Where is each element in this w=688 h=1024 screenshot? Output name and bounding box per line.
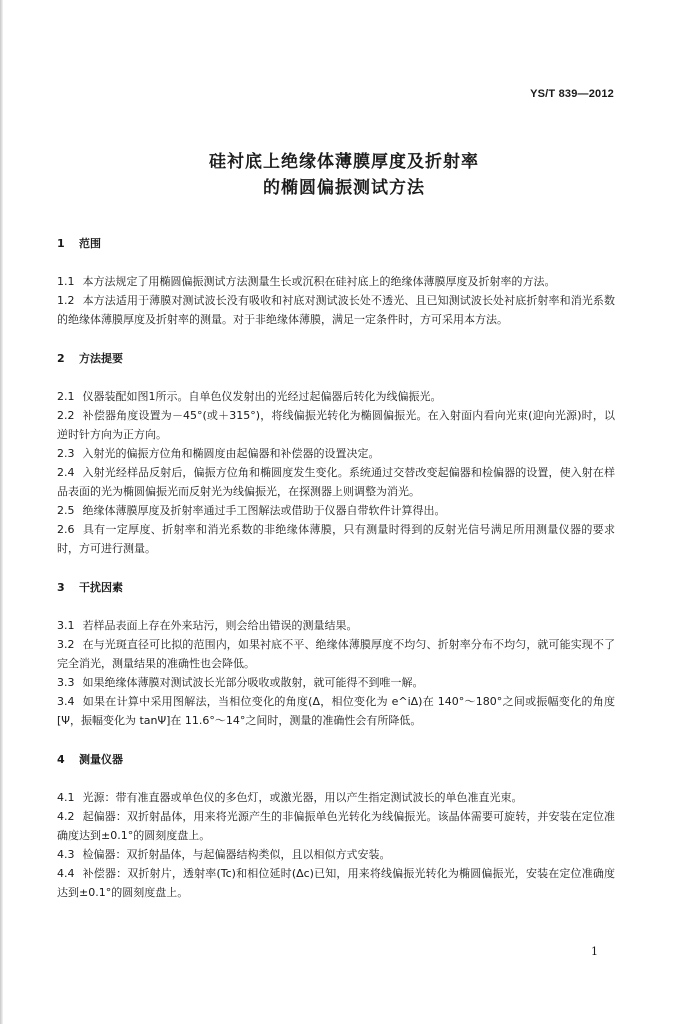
clause-text: 在与光斑直径可比拟的范围内，如果衬底不平、绝缘体薄膜厚度不均匀、折射率分布不均匀，就可能实现不了完全消光，测量结果的准确性也会降低。 [57,638,615,670]
clause-paragraph [57,291,615,329]
section-1 [57,234,615,349]
document-title-line-1: 硅衬底上绝缘体薄膜厚度及折射率 [209,152,479,172]
clause-paragraph [57,387,615,406]
clause-paragraph [57,406,615,444]
clause-number: 2.6 [57,523,75,536]
clause-number: 2.5 [57,504,75,517]
clause-text: 起偏器：双折射晶体，用来将光源产生的非偏振单色光转化为线偏振光。该晶体需要可旋转，并安装在定位准确度达到±0.1°的圆刻度盘上。 [57,810,615,842]
section-number: 3 [57,581,65,594]
clause-text: 仪器装配如图1所示。自单色仪发射出的光经过起偏器后转化为线偏振光。 [82,390,442,403]
clause-paragraph [57,501,615,520]
clause-number: 3.1 [57,619,75,632]
clause-number: 3.4 [57,695,75,708]
clause-paragraph [57,807,615,845]
clause-paragraph [57,845,615,864]
clause-paragraph [57,463,615,501]
section-2 [57,349,615,578]
clause-number: 4.3 [57,848,75,861]
clause-text: 入射光经样品反射后，偏振方位角和椭圆度发生变化。系统通过交替改变起偏器和检偏器的设置，使入射在样品表面的光为椭圆偏振光而反射光为线偏振光，在探测器上则调整为消光。 [57,466,615,498]
clause-number: 1.1 [57,275,75,288]
section-heading [57,750,615,769]
document-body [57,234,615,902]
clause-number: 3.2 [57,638,75,651]
clause-number: 2.3 [57,447,75,460]
clause-text: 本方法适用于薄膜对测试波长没有吸收和衬底对测试波长处不透光、且已知测试波长处衬底折射率和消光系数的绝缘体薄膜厚度及折射率的测量。对于非绝缘体薄膜，满足一定条件时，方可采用本方法。 [57,294,615,326]
clause-text: 如果在计算中采用图解法，当相位变化的角度(Δ，相位变化为 e^iΔ)在 140°～180°之间或振幅变化的角度[Ψ，振幅变化为 tanΨ]在 11.6°～14°之间时，测量的准确性会有所降低。 [57,695,615,727]
clause-text: 具有一定厚度、折射率和消光系数的非绝缘体薄膜，只有测量时得到的反射光信号满足所用测量仪器的要求时，方可进行测量。 [57,523,615,555]
clause-paragraph [57,616,615,635]
clause-number: 4.2 [57,810,75,823]
section-title: 范围 [79,237,101,250]
section-heading [57,234,615,253]
clause-text: 本方法规定了用椭圆偏振测试方法测量生长或沉积在硅衬底上的绝缘体薄膜厚度及折射率的方法。 [82,275,556,288]
section-title: 方法提要 [79,352,123,365]
clause-text: 若样品表面上存在外来玷污，则会给出错误的测量结果。 [82,619,358,632]
section-heading [57,578,615,597]
clause-paragraph [57,444,615,463]
clause-paragraph [57,272,615,291]
clause-number: 2.1 [57,390,75,403]
section-title: 干扰因素 [79,581,123,594]
clause-paragraph [57,673,615,692]
clause-number: 3.3 [57,676,75,689]
document-title-line-2: 的椭圆偏振测试方法 [263,178,425,198]
section-4 [57,750,615,902]
section-number: 4 [57,753,65,766]
section-title: 测量仪器 [79,753,123,766]
clause-paragraph [57,788,615,807]
clause-text: 光源：带有准直器或单色仪的多色灯，或激光器，用以产生指定测试波长的单色准直光束。 [82,791,523,804]
clause-paragraph [57,864,615,902]
clause-paragraph [57,692,615,730]
section-number: 1 [57,237,65,250]
standard-code: YS/T 839—2012 [530,88,614,100]
clause-text: 补偿器：双折射片，透射率(Tc)和相位延时(Δc)已知，用来将线偏振光转化为椭圆偏振光，安装在定位准确度达到±0.1°的圆刻度盘上。 [57,867,615,899]
clause-number: 1.2 [57,294,75,307]
clause-text: 检偏器：双折射晶体，与起偏器结构类似，且以相似方式安装。 [82,848,391,861]
clause-paragraph [57,635,615,673]
clause-paragraph [57,520,615,558]
clause-text: 如果绝缘体薄膜对测试波长光部分吸收或散射，就可能得不到唯一解。 [82,676,424,689]
clause-number: 2.2 [57,409,75,422]
clause-text: 补偿器角度设置为－45°(或＋315°)，将线偏振光转化为椭圆偏振光。在入射面内看向光束(迎向光源)时，以逆时针方向为正方向。 [57,409,615,441]
section-number: 2 [57,352,65,365]
section-heading [57,349,615,368]
clause-number: 4.1 [57,791,75,804]
section-3 [57,578,615,750]
clause-text: 绝缘体薄膜厚度及折射率通过手工图解法或借助于仪器自带软件计算得出。 [82,504,446,517]
clause-number: 4.4 [57,867,75,880]
clause-text: 入射光的偏振方位角和椭圆度由起偏器和补偿器的设置决定。 [82,447,380,460]
clause-number: 2.4 [57,466,75,479]
page-number: 1 [591,945,598,958]
